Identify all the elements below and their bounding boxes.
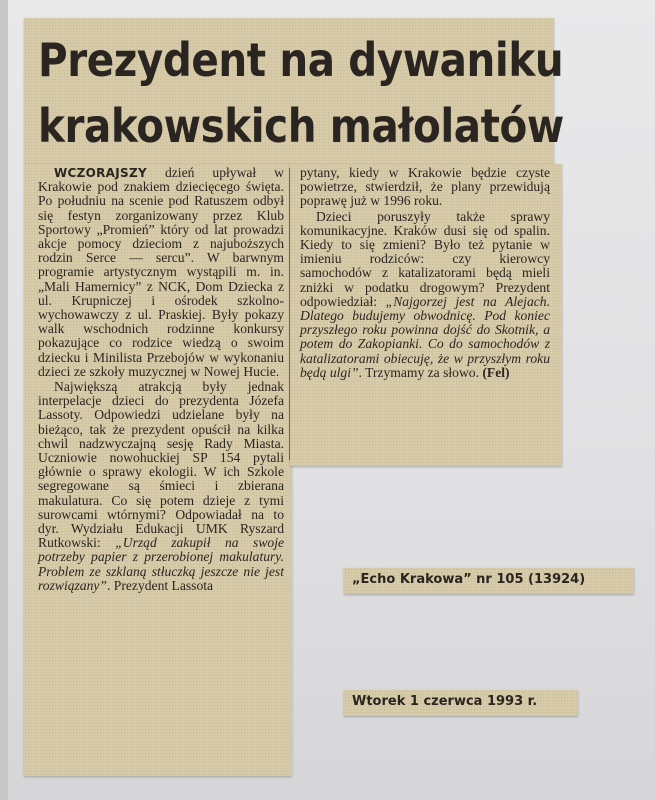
paragraph-1-body: dzień upływał w Krakowie pod znakiem dziecięcego święta. Po południu na scenie pod Ratuszem odbył się festyn zorganizowany przez Klub Sportowy „Promień” który od lat prowadzi akcje pomocy dzieciom z najuboższych rodzin Serce — sercu”. W barwnym programie artystycznym wystąpili m. in. „Mali Hamernicy” z NCK, Dom Dziecka z ul. Krupniczej i ośrodek szkolno-wychowawczy z ul. Praskiej. Były pokazy walk wschodnich rodzinne konkursy pokazujące co rodzice wiedzą o swoim dziecku i Minilista Przebojów w wykonaniu dzieci ze szkoły muzycznej w Nowej Hucie. [38, 165, 284, 379]
headline-clipping [24, 18, 564, 164]
article-column-2 [290, 164, 562, 466]
source-slip [344, 568, 634, 594]
rutkowski-quote: „Urząd zakupił na swoje potrzeby papier z przerobionej makulatury. Problem ze szklaną stłuczką jeszcze nie jest rozwiązany” [38, 535, 285, 593]
author-signature: (Fel) [482, 364, 510, 380]
date-slip [344, 690, 578, 716]
headline-line-1: Prezydent na dywaniku [38, 33, 564, 87]
column-separator [289, 168, 290, 460]
column-2-text [300, 166, 550, 380]
paragraph-3: pytany, kiedy w Krakowie będzie czyste powietrze, stwierdził, że plany przewidują poprawę już w 1996 roku. [300, 165, 550, 209]
president-quote: „Najgorzej jest na Alejach. Dlatego budujemy obwodnicę. Pod koniec przyszłego roku powinna dojść do Skotnik, a potem do Zakopianki. Co do samochodów z katalizatorami obiecuję, że w przyszłym roku będą ulgi” [300, 293, 550, 380]
newspaper-source: „Echo Krakowa” nr 105 (13924) [352, 572, 586, 587]
column-1-text [38, 166, 284, 593]
paragraph-2-body: Największą atrakcją były jednak interpelacje dzieci do prezydenta Józefa Lassoty. Odpowiedzi udzielane były na bieżąco, tak że prezydent opuścił na kilka chwil nadzwyczajną sesję Rady Miasta. Uczniowie nowohuckiej SP 154 pytali głównie o sprawy ekologii. W ich Szkole segregowane są śmieci i zbierana makulatura. Co się potem dzieje z tymi surowcami wtórnymi? Odpowiadał na to dyr. Wydziału Edukacji UMK Ryszard Rutkowski: [38, 379, 284, 551]
lead-word: WCZORAJSZY [54, 166, 147, 180]
paragraph-2 [38, 380, 284, 593]
paragraph-4-body: Dzieci poruszyły także sprawy komunikacyjne. Kraków dusi się od spalin. Kiedy to się zmieni? Było też pytanie w imieniu rodziców: czy kierowcy samochodów z katalizatorami będą mieli zniżki w podatku drogowym? Prezydent odpowiedział: [300, 208, 550, 309]
paragraph-4-tail: . Trzymamy za słowo. [358, 364, 479, 380]
article-column-1 [24, 164, 292, 776]
headline-line-2: krakowskich małolatów [38, 99, 564, 153]
paragraph-1 [38, 166, 284, 379]
paragraph-2-tail: . Prezydent Lassota [107, 577, 214, 593]
paragraph-4 [300, 210, 550, 380]
publication-date: Wtorek 1 czerwca 1993 r. [352, 694, 538, 709]
